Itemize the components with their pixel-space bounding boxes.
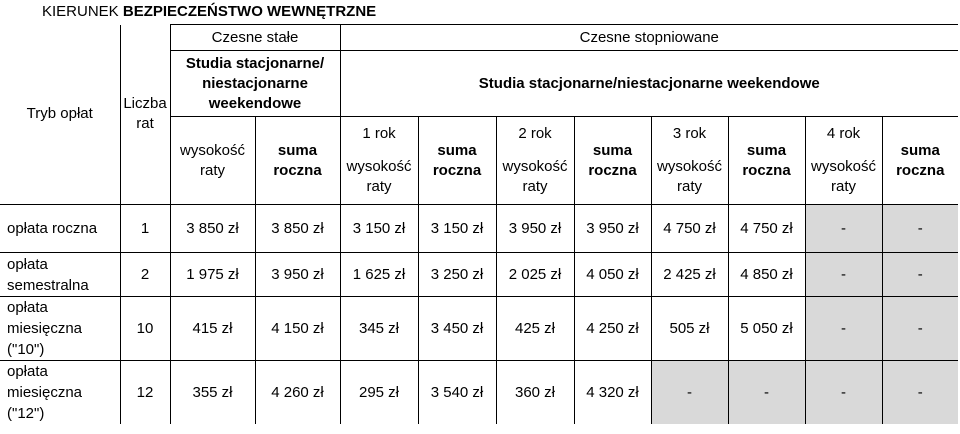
row-rat: 1 — [120, 205, 170, 253]
cell: 4 320 zł — [574, 361, 651, 425]
document-title — [42, 2, 376, 22]
row-rat: 12 — [120, 361, 170, 425]
cell: 425 zł — [496, 297, 574, 361]
row-label: opłata semestralna — [0, 253, 120, 297]
header-suma-2: suma roczna — [574, 117, 651, 205]
row-rat: 2 — [120, 253, 170, 297]
cell: 505 zł — [651, 297, 728, 361]
title-name: BEZPIECZEŃSTWO WEWNĘTRZNE — [122, 3, 377, 20]
cell: 3 850 zł — [170, 205, 255, 253]
cell: - — [728, 361, 805, 425]
cell: - — [882, 205, 958, 253]
header-year-2: 2 rok — [496, 117, 574, 151]
cell: 4 150 zł — [255, 297, 340, 361]
header-czesne-stale: Czesne stałe — [170, 25, 340, 51]
table-row — [0, 205, 958, 253]
cell: 4 260 zł — [255, 361, 340, 425]
cell: 4 050 zł — [574, 253, 651, 297]
cell: 295 zł — [340, 361, 418, 425]
table-row — [0, 361, 958, 425]
cell: 3 150 zł — [418, 205, 496, 253]
cell: 355 zł — [170, 361, 255, 425]
cell: 345 zł — [340, 297, 418, 361]
cell: - — [651, 361, 728, 425]
cell: - — [882, 361, 958, 425]
cell: 360 zł — [496, 361, 574, 425]
cell: 4 850 zł — [728, 253, 805, 297]
title-prefix: KIERUNEK — [42, 3, 123, 20]
fees-table — [0, 24, 958, 424]
header-wysokosc-1: wysokość raty — [340, 151, 418, 205]
cell: 5 050 zł — [728, 297, 805, 361]
cell: 3 450 zł — [418, 297, 496, 361]
cell: 3 250 zł — [418, 253, 496, 297]
row-label: opłata roczna — [0, 205, 120, 253]
cell: 3 950 zł — [496, 205, 574, 253]
header-suma-1: suma roczna — [418, 117, 496, 205]
cell: 415 zł — [170, 297, 255, 361]
cell: - — [805, 205, 882, 253]
cell: - — [805, 297, 882, 361]
row-label: opłata miesięczna ("10") — [0, 297, 120, 361]
cell: - — [882, 297, 958, 361]
cell: 4 250 zł — [574, 297, 651, 361]
header-wysokosc-2: wysokość raty — [496, 151, 574, 205]
header-suma-4: suma roczna — [882, 117, 958, 205]
header-wysokosc-4: wysokość raty — [805, 151, 882, 205]
table-row — [0, 297, 958, 361]
cell: 3 150 zł — [340, 205, 418, 253]
header-wysokosc-3: wysokość raty — [651, 151, 728, 205]
header-stale-subtitle: Studia stacjonarne/ niestacjonarne weekendowe — [170, 51, 340, 117]
header-stale-wysokosc: wysokość raty — [170, 117, 255, 205]
cell: 4 750 zł — [651, 205, 728, 253]
header-liczba-rat: Liczba rat — [120, 25, 170, 205]
header-year-1: 1 rok — [340, 117, 418, 151]
table-row — [0, 253, 958, 297]
cell: 2 425 zł — [651, 253, 728, 297]
cell: 3 950 zł — [255, 253, 340, 297]
cell: 3 950 zł — [574, 205, 651, 253]
cell: 3 850 zł — [255, 205, 340, 253]
cell: 1 975 zł — [170, 253, 255, 297]
header-suma-3: suma roczna — [728, 117, 805, 205]
header-tryb: Tryb opłat — [0, 25, 120, 205]
header-czesne-stopniowane: Czesne stopniowane — [340, 25, 958, 51]
row-rat: 10 — [120, 297, 170, 361]
cell: 4 750 zł — [728, 205, 805, 253]
cell: 1 625 zł — [340, 253, 418, 297]
header-year-4: 4 rok — [805, 117, 882, 151]
row-label: opłata miesięczna ("12") — [0, 361, 120, 425]
cell: - — [805, 361, 882, 425]
cell: 2 025 zł — [496, 253, 574, 297]
header-year-3: 3 rok — [651, 117, 728, 151]
cell: 3 540 zł — [418, 361, 496, 425]
cell: - — [805, 253, 882, 297]
header-stale-suma: suma roczna — [255, 117, 340, 205]
cell: - — [882, 253, 958, 297]
header-stopniowane-subtitle: Studia stacjonarne/niestacjonarne weekendowe — [340, 51, 958, 117]
